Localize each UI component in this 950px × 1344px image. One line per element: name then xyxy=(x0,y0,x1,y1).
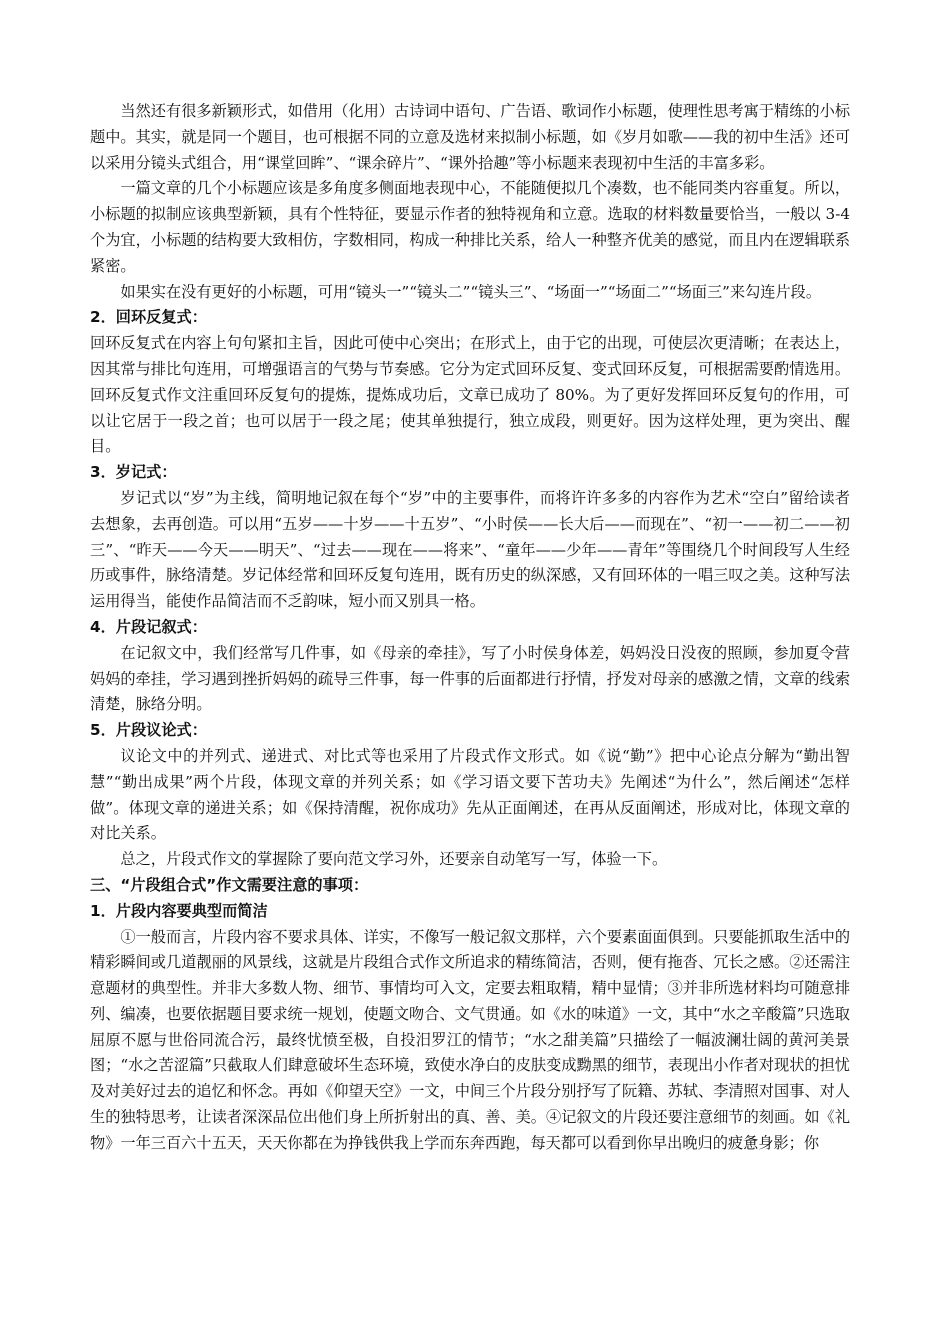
paragraph-1: 当然还有很多新颖形式，如借用（化用）古诗词中语句、广告语、歌词作小标题，使理性思考寓于精练的小标题中。其实，就是同一个题目，也可根据不同的立意及选材来拟制小标题，如《岁月如歌——我的初中生活》还可以采用分镜头式组合，用“课堂回眸”、“课余碎片”、“课外拾趣”等小标题来表现初中生活的丰富多彩。 xyxy=(90,102,850,172)
paragraph-3: 如果实在没有更好的小标题，可用“镜头一”“镜头二”“镜头三”、“场面一”“场面二”“场面三”来勾连片段。 xyxy=(120,282,822,301)
paragraph-5: 岁记式以“岁”为主线，简明地记叙在每个“岁”中的主要事件，而将许许多多的内容作为艺术“空白”留给读者去想象，去再创造。可以用“五岁——十岁——十五岁”、“小时侯——长大后——而现在”、“初一——初二——初三”、“昨天——今天——明天”、“过去——现在——将来”、“童年——少年——青年”等围绕几个时间段写人生经历或事件，脉络清楚。岁记体经常和回环反复句连用，既有历史的纵深感，又有回环体的一唱三叹之美。这种写法运用得当，能使作品简洁而不乏韵味，短小而又别具一格。 xyxy=(90,488,850,611)
paragraph-7: 议论文中的并列式、递进式、对比式等也采用了片段式作文形式。如《说“勤”》把中心论点分解为“勤出智慧”“勤出成果”两个片段，体现文章的并列关系；如《学习语文要下苦功夫》先阐述“为什么”，然后阐述“怎样做”。体现文章的递进关系；如《保持清醒，祝你成功》先从正面阐述，在再从反面阐述，形成对比，体现文章的对比关系。 xyxy=(90,746,850,843)
subsection-heading-1: 1．片段内容要典型而简洁 xyxy=(90,901,268,920)
paragraph-8: 总之，片段式作文的掌握除了要向范文学习外，还要亲自动笔写一写，体验一下。 xyxy=(120,850,668,869)
document-body xyxy=(90,99,850,1157)
section-heading-4: 4．片段记叙式： xyxy=(90,617,207,636)
paragraph-6: 在记叙文中，我们经常写几件事，如《母亲的牵挂》，写了小时侯身体差，妈妈没日没夜的照顾，参加夏令营妈妈的牵挂，学习遇到挫折妈妈的疏导三件事，每一件事的后面都进行抒情，抒发对母亲的感激之情，文章的线索清楚，脉络分明。 xyxy=(90,643,850,714)
paragraph-2: 一篇文章的几个小标题应该是多角度多侧面地表现中心，不能随便拟几个凑数，也不能同类内容重复。所以，小标题的拟制应该典型新颖，具有个性特征，要显示作者的独特视角和立意。选取的材料数量要恰当，一般以 3-4 个为宜，小标题的结构要大致相仿，字数相同，构成一种排比关系，给人一种整齐优美的感觉，而且内在逻辑联系紧密。 xyxy=(90,179,850,275)
section-heading-3: 3．岁记式： xyxy=(90,463,177,482)
section-heading-5: 5．片段议论式： xyxy=(90,721,207,740)
paragraph-9: ①一般而言，片段内容不要求具体、详实，不像写一般记叙文那样，六个要素面面俱到。只要能抓取生活中的精彩瞬间或几道靓丽的风景线，这就是片段组合式作文所追求的精练简洁，否则，便有拖沓、冗长之感。②还需注意题材的典型性。并非大多数人物、细节、事情均可入文，定要去粗取精，精中显情；③并非所选材料均可随意排列、编凑，也要依据题目要求统一规划，使题文吻合、文气贯通。如《水的味道》一文，其中“水之辛酸篇”只选取屈原不愿与世俗同流合污，最终忧愤至极，自投汨罗江的情节；“水之甜美篇”只描绘了一幅波澜壮阔的黄河美景图；“水之苦涩篇”只截取人们肆意破坏生态环境，致使水净白的皮肤变成黝黑的细节，表现出小作者对现状的担忧及对美好过去的追忆和怀念。再如《仰望天空》一文，中间三个片段分别抒写了阮籍、苏轼、李清照对国事、对人生的独特思考，让读者深深品位出他们身上所折射出的真、善、美。④记叙文的片段还要注意细节的刻画。如《礼物》一年三百六十五天，天天你都在为挣钱供我上学而东奔西跑，每天都可以看到你早出晚归的疲惫身影；你 xyxy=(90,927,850,1152)
section-heading-2: 2．回环反复式： xyxy=(90,308,207,327)
paragraph-4: 回环反复式在内容上句句紧扣主旨，因此可使中心突出；在形式上，由于它的出现，可使层次更清晰；在表达上，因其常与排比句连用，可增强语言的气势与节奏感。它分为定式回环反复、变式回环反复，可根据需要酌情选用。回环反复式作文注重回环反复句的提炼，提炼成功后，文章已成功了 80%。为了更好发挥回环反复句的作用，可以让它居于一段之首；也可以居于一段之尾；使其单独提行，独立成段，则更好。因为这样处理，更为突出、醒目。 xyxy=(90,334,850,456)
part-heading-3: 三、“片段组合式”作文需要注意的事项： xyxy=(90,875,369,894)
